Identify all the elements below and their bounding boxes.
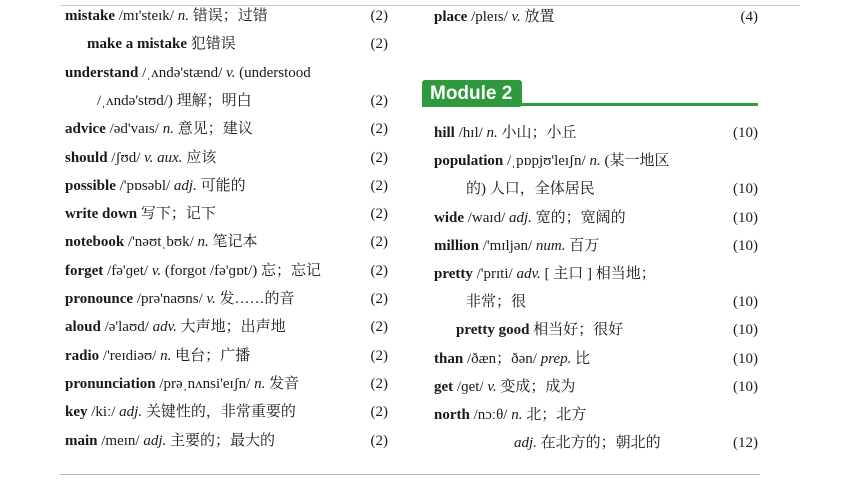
entry-rest: /ˌpɒpjʊ'leɪʃn/: [503, 153, 590, 170]
entry-head: radio: [65, 347, 100, 364]
entry-pos: n.: [162, 121, 174, 138]
entry-gloss: 笔记本: [208, 234, 258, 251]
entry-rest: /ˌʌndə'stænd/: [138, 64, 227, 81]
entry-rest: /'nəʊtˌbʊk/: [124, 234, 198, 251]
page-ref: (2): [370, 347, 388, 364]
vocab-entry: [65, 428, 275, 454]
vocab-entry: [97, 88, 252, 114]
entry-pos: v. aux.: [144, 149, 183, 166]
entry-rest: /ˌʌndə'stʊd/) 理解；明白: [97, 92, 252, 109]
entry-rest: /'prɪti/: [472, 266, 517, 282]
entry-head: place: [434, 9, 468, 25]
entry-head: main: [65, 432, 98, 449]
page-ref: (10): [733, 350, 758, 367]
entry-rest: /əd'vaɪs/: [105, 121, 163, 138]
entry-head: forget: [65, 262, 104, 279]
vocab-entry: [434, 120, 577, 146]
entry-rest: /prəˌnʌnsi'eɪʃn/: [155, 375, 255, 392]
page-ref: (10): [733, 322, 758, 339]
entry-head: pronunciation: [65, 375, 156, 392]
vocab-entry: [65, 60, 311, 86]
entry-pos: adj.: [143, 432, 167, 449]
entry-head: aloud: [65, 319, 101, 336]
entry-pos: adj.: [514, 435, 537, 452]
entry-rest: /pleɪs/: [467, 9, 512, 25]
page-ref: (2): [370, 8, 388, 24]
entry-gloss: 宽的；宽阔的: [531, 209, 626, 226]
vocab-entry: [466, 176, 595, 202]
entry-head: advice: [65, 121, 106, 138]
page-ref: (2): [370, 404, 388, 421]
page-ref: (10): [733, 237, 758, 254]
entry-gloss: 北；北方: [522, 407, 587, 423]
vocab-entry: [65, 371, 299, 397]
entry-head: get: [434, 378, 454, 395]
entry-gloss: 比: [571, 350, 591, 367]
page-ref: (2): [370, 319, 388, 336]
entry-pos: n.: [511, 407, 523, 423]
entry-pos: prep.: [540, 350, 572, 367]
entry-pos: adj.: [173, 177, 197, 194]
vocab-entry: [434, 233, 599, 259]
vocab-entry: [65, 229, 258, 255]
entry-gloss: (understood: [235, 64, 311, 81]
entry-pos: num.: [535, 237, 566, 254]
entry-place: [434, 4, 555, 30]
entry-head: possible: [65, 177, 116, 194]
entry-pos: adj.: [509, 209, 532, 226]
vocab-entry: [434, 261, 656, 287]
vocab-entry: [434, 402, 586, 428]
entry-pos: n.: [589, 153, 601, 170]
page-ref: (10): [733, 181, 758, 198]
page-ref: (2): [370, 234, 388, 251]
entry-gloss: 小山；小丘: [497, 125, 577, 141]
entry-gloss: 犯错误: [187, 36, 236, 53]
entry-pos: n.: [254, 375, 266, 392]
entry-head: make a mistake: [87, 36, 187, 53]
entry-gloss: 应该: [182, 149, 217, 166]
entry-pos: adj.: [119, 404, 143, 421]
entry-gloss: 百万: [565, 237, 600, 254]
entry-gloss: 发音: [265, 375, 300, 392]
entry-rest: /nɔːθ/: [469, 407, 512, 423]
page-ref: (2): [370, 177, 388, 194]
page-ref: (2): [370, 206, 388, 223]
entry-head: mistake: [65, 8, 115, 24]
vocab-entry: [434, 374, 575, 400]
vocab-entry: [466, 289, 526, 315]
entry-rest: /ə'laʊd/: [100, 319, 153, 336]
entry-gloss: 关键性的，非常重要的: [142, 404, 296, 421]
entry-pos: v.: [487, 378, 497, 395]
vocab-entry: [434, 148, 669, 174]
entry-rest: /fə'ɡet/: [103, 262, 152, 279]
page-ref: (4): [740, 9, 758, 25]
vocab-entry: [434, 205, 626, 231]
entry-head: north: [434, 407, 470, 423]
entry-head: should: [65, 149, 108, 166]
entry-gloss: 在北方的；朝北的: [536, 435, 661, 452]
entry-gloss: (forgot /fə'ɡɒt/) 忘；忘记: [161, 262, 321, 279]
entry-head: pronounce: [65, 291, 134, 307]
entry-gloss: 变成；成为: [496, 378, 576, 395]
page-ref: (2): [370, 92, 388, 109]
entry-rest: /waɪd/: [464, 209, 509, 226]
vocab-entry: [65, 145, 216, 171]
entry-gloss: 写下；记下: [137, 206, 216, 223]
entry-rest: /'pɒsəbl/: [115, 177, 174, 194]
entry-gloss: 主要的；最大的: [166, 432, 276, 449]
vocab-entry: [87, 31, 236, 57]
entry-head: write down: [65, 206, 138, 223]
entry-head: pretty good: [456, 322, 530, 339]
vocab-entry: [65, 201, 216, 227]
entry-head: key: [65, 404, 88, 421]
entry-head: than: [434, 350, 464, 367]
vocab-entry: [65, 314, 286, 340]
entry-rest: 的) 人口，全体居民: [466, 181, 595, 198]
entry-gloss: 可能的: [196, 177, 246, 194]
vocab-entry: [65, 3, 268, 29]
bottom-divider: [60, 474, 760, 475]
entry-gloss: 相当好；很好: [529, 322, 624, 339]
entry-head: hill: [434, 125, 455, 141]
entry-rest: 非常；很: [466, 294, 527, 311]
entry-pos: n.: [177, 8, 189, 24]
page-ref: (10): [733, 209, 758, 226]
vocab-entry: [65, 258, 321, 284]
page-ref: (12): [733, 435, 758, 452]
entry-pos: adv.: [152, 319, 177, 336]
entry-rest: /ðæn；ðən/: [463, 350, 541, 367]
entry-gloss: 错误；过错: [188, 8, 268, 24]
page-ref: (2): [370, 121, 388, 138]
entry-pos: v.: [206, 291, 216, 307]
vocab-entry: [65, 116, 253, 142]
entry-head: notebook: [65, 234, 125, 251]
entry-rest: /'mɪljən/: [479, 237, 536, 254]
entry-rest: /meɪn/: [97, 432, 144, 449]
page-ref: (10): [733, 294, 758, 311]
entry-head: population: [434, 153, 504, 170]
vocab-entry: [514, 430, 661, 456]
entry-pos: adv.: [516, 266, 541, 282]
entry-pos: n.: [486, 125, 498, 141]
entry-head: million: [434, 237, 480, 254]
page-ref: (2): [370, 375, 388, 392]
page-ref: (2): [370, 36, 388, 53]
entry-gloss: 放置: [520, 9, 555, 25]
entry-rest: /mɪ'steɪk/: [115, 8, 178, 24]
entry-pos: v.: [511, 9, 521, 25]
page-ref: (10): [733, 125, 758, 141]
module-title: Module 2: [422, 80, 522, 107]
vocab-entry: [65, 399, 296, 425]
entry-rest: /ʃʊd/: [107, 149, 145, 166]
entry-head: understand: [65, 64, 139, 81]
vocab-entry: [65, 286, 295, 312]
entry-pos: v.: [151, 262, 162, 279]
entry-pos: v.: [226, 64, 236, 81]
entry-rest: /'reɪdiəʊ/: [99, 347, 161, 364]
page-ref: (2): [370, 149, 388, 166]
entry-rest: /hɪl/: [454, 125, 487, 141]
entry-head: wide: [434, 209, 464, 226]
entry-gloss: [ 主口 ] 相当地；: [540, 266, 656, 282]
entry-pos: n.: [197, 234, 209, 251]
vocab-entry: [434, 346, 590, 372]
entry-gloss: 大声地；出声地: [176, 319, 286, 336]
vocab-entry: [65, 173, 246, 199]
module-header: [422, 80, 758, 108]
entry-gloss: 发……的音: [215, 291, 295, 307]
entry-pos: n.: [160, 347, 172, 364]
page-ref: (2): [370, 432, 388, 449]
page-ref: (2): [370, 291, 388, 307]
vocab-entry: [65, 343, 250, 369]
entry-rest: /kiː/: [87, 404, 120, 421]
entry-gloss: (某一地区: [600, 153, 670, 170]
vocab-entry: [456, 317, 623, 343]
entry-gloss: 电台；广播: [171, 347, 251, 364]
entry-rest: /ɡet/: [453, 378, 488, 395]
page-ref: (10): [733, 378, 758, 395]
entry-rest: /prə'naʊns/: [133, 291, 207, 307]
entry-head: pretty: [434, 266, 473, 282]
entry-gloss: 意见；建议: [173, 121, 253, 138]
page-ref: (2): [370, 262, 388, 279]
